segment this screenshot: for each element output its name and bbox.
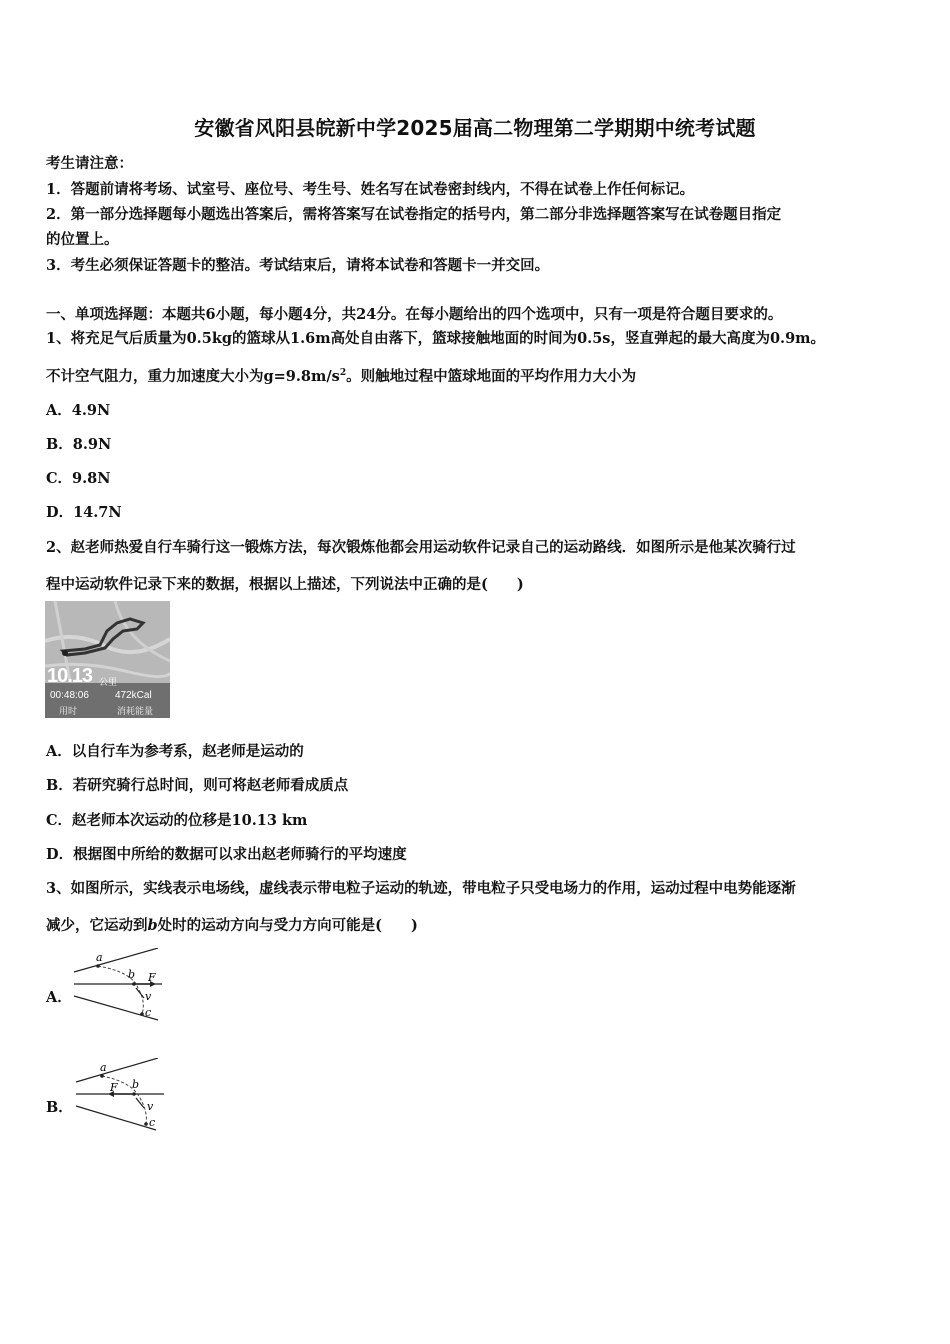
q3-line2 bbox=[46, 914, 418, 935]
energy-value: 472kCal bbox=[115, 690, 152, 701]
notice-heading: 考生请注意： bbox=[46, 155, 133, 172]
q3-line1: 3、如图所示，实线表示电场线，虚线表示带电粒子运动的轨迹，带电粒子只受电场力的作用，运动过程中电势能逐渐 bbox=[46, 880, 796, 897]
q2-map-screenshot bbox=[45, 601, 170, 718]
fig-a-label-b: b bbox=[128, 968, 136, 981]
q3-figure-a bbox=[70, 948, 170, 1023]
q2-option-a: A．以自行车为参考系，赵老师是运动的 bbox=[46, 743, 304, 760]
section-heading: 一、单项选择题：本题共6小题，每小题4分，共24分。在每小题给出的四个选项中，只有一项是符合题目要求的。 bbox=[46, 306, 783, 323]
distance-unit: 公里 bbox=[99, 678, 118, 688]
fig-a-label-a: a bbox=[96, 951, 103, 964]
q3-figure-b bbox=[72, 1058, 172, 1133]
fig-a-label-v: v bbox=[145, 990, 152, 1003]
fig-b-label-b: b bbox=[132, 1078, 140, 1091]
fig-b-label-a: a bbox=[100, 1061, 107, 1074]
time-label: 用时 bbox=[59, 707, 78, 717]
notice-item-2-cont: 的位置上。 bbox=[46, 231, 119, 248]
fig-b-label-c: c bbox=[149, 1116, 156, 1129]
q1-line1: 1、将充足气后质量为0.5kg的篮球从1.6m高处自由落下，篮球接触地面的时间为0.5s，竖直弹起的最大高度为0.9m。 bbox=[46, 330, 826, 347]
q3-option-a-label: A． bbox=[46, 989, 72, 1006]
q2-option-d: D．根据图中所给的数据可以求出赵老师骑行的平均速度 bbox=[46, 846, 407, 863]
q3-line2-c: 处时的运动方向与受力方向可能是( ) bbox=[157, 917, 418, 934]
q3-option-b-label: B． bbox=[46, 1099, 73, 1116]
distance-value: 10.13 bbox=[47, 665, 93, 687]
notice-item-1: 1．答题前请将考场、试室号、座位号、考生号、姓名写在试卷密封线内，不得在试卷上作任何标记。 bbox=[46, 181, 695, 198]
fig-a-label-f: F bbox=[148, 971, 156, 984]
notice-item-3: 3．考生必须保证答题卡的整洁。考试结束后，请将本试卷和答题卡一并交回。 bbox=[46, 257, 550, 274]
q2-option-c: C．赵老师本次运动的位移是10.13 km bbox=[46, 812, 308, 829]
q1-line2 bbox=[46, 365, 636, 386]
q2-option-b: B．若研究骑行总时间，则可将赵老师看成质点 bbox=[46, 777, 349, 794]
q2-line2: 程中运动软件记录下来的数据，根据以上描述，下列说法中正确的是( ) bbox=[46, 576, 524, 593]
q1-option-a: A．4.9N bbox=[46, 402, 111, 419]
fig-a-label-c: c bbox=[145, 1006, 152, 1019]
q1-option-c: C．9.8N bbox=[46, 470, 111, 487]
q1-line2-a: 不计空气阻力，重力加速度大小为g=9.8m/s bbox=[46, 368, 340, 385]
q1-option-d: D．14.7N bbox=[46, 504, 122, 521]
q1-line2-b: 。则触地过程中篮球地面的平均作用力大小为 bbox=[346, 368, 637, 385]
q2-line1: 2、赵老师热爱自行车骑行这一锻炼方法，每次锻炼他都会用运动软件记录自己的运动路线．如图所示是他某次骑行过 bbox=[46, 539, 796, 556]
page-title: 安徽省风阳县皖新中学2025届高二物理第二学期期中统考试题 bbox=[194, 116, 756, 140]
notice-item-2: 2．第一部分选择题每小题选出答案后，需将答案写在试卷指定的括号内，第二部分非选择题答案写在试卷题目指定 bbox=[46, 206, 782, 223]
q1-option-b: B．8.9N bbox=[46, 436, 112, 453]
fig-b-label-f: F bbox=[110, 1081, 118, 1094]
q3-line2-a: 减少，它运动到 bbox=[46, 917, 148, 934]
time-value: 00:48:06 bbox=[50, 690, 89, 701]
q3-line2-b: b bbox=[147, 917, 158, 934]
energy-label: 消耗能量 bbox=[117, 707, 154, 717]
fig-b-label-v: v bbox=[147, 1100, 154, 1113]
q1-line2-sup: 2 bbox=[339, 368, 347, 379]
